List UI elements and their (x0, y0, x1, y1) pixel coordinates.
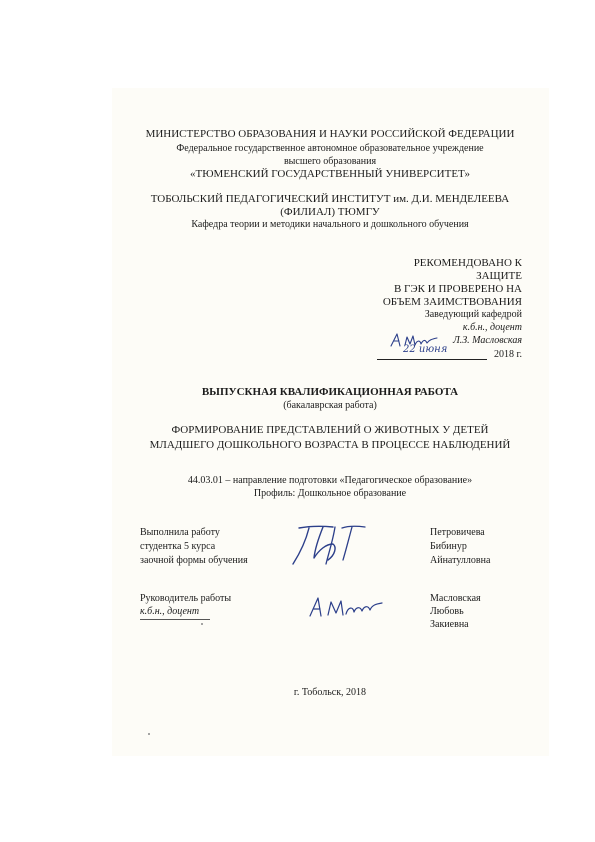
supervisor-degree-underline (140, 619, 210, 620)
thesis-title-line2: МЛАДШЕГО ДОШКОЛЬНОГО ВОЗРАСТА В ПРОЦЕССЕ НАБЛЮДЕНИЙ (149, 439, 511, 451)
work-subtype: (бакалаврская работа) (283, 400, 377, 411)
head-name: Л.З. Масловская (452, 335, 522, 346)
supervisor-first-name: Любовь (430, 606, 464, 617)
supervisor-signature (306, 592, 386, 622)
head-of-department-title: Заведующий кафедрой (424, 309, 522, 320)
head-degree: к.б.н., доцент (462, 322, 522, 333)
supervisor-patronymic: Закиевна (430, 619, 469, 630)
ministry-heading: МИНИСТЕРСТВО ОБРАЗОВАНИЯ И НАУКИ РОССИЙСКОЙ ФЕДЕРАЦИИ (145, 128, 515, 140)
student-label-line2: студентка 5 курса (140, 541, 216, 552)
student-label-line1: Выполнила работу (140, 527, 220, 538)
approval-line1: РЕКОМЕНДОВАНО К (413, 257, 522, 269)
study-profile: Профиль: Дошкольное образование (253, 488, 407, 499)
approval-year: 2018 г. (494, 349, 522, 360)
institute-name-line2: (ФИЛИАЛ) ТЮМГУ (280, 206, 380, 218)
supervisor-surname: Масловская (430, 593, 481, 604)
student-first-name: Бибинур (430, 541, 467, 552)
approval-line4: ОБЪЕМ ЗАИМСТВОВАНИЯ (382, 296, 522, 308)
department-name: Кафедра теории и методики начального и дошкольного обучения (191, 219, 469, 230)
paper-area (112, 88, 549, 756)
student-signature (285, 520, 377, 572)
scan-speck (148, 733, 150, 735)
approval-line2: ЗАЩИТЕ (476, 270, 522, 282)
scan-speck (201, 623, 203, 625)
student-surname: Петровичева (430, 527, 485, 538)
institute-name-line1: ТОБОЛЬСКИЙ ПЕДАГОГИЧЕСКИЙ ИНСТИТУТ им. Д.И. МЕНДЕЛЕЕВА (150, 193, 510, 205)
higher-education-line: высшего образования (283, 156, 377, 167)
approval-date-handwritten: 22 июня (403, 344, 448, 355)
thesis-title-line1: ФОРМИРОВАНИЕ ПРЕДСТАВЛЕНИЙ О ЖИВОТНЫХ У ДЕТЕЙ (171, 424, 489, 436)
federal-institution-line: Федеральное государственное автономное образовательное учреждение (176, 143, 484, 154)
university-name: «ТЮМЕНСКИЙ ГОСУДАРСТВЕННЫЙ УНИВЕРСИТЕТ» (190, 168, 470, 180)
work-type: ВЫПУСКНАЯ КВАЛИФИКАЦИОННАЯ РАБОТА (201, 386, 459, 398)
approval-line3: В ГЭК И ПРОВЕРЕНО НА (393, 283, 522, 295)
student-label-line3: заочной формы обучения (140, 555, 248, 566)
supervisor-degree: к.б.н., доцент (140, 606, 200, 617)
study-direction: 44.03.01 – направление подготовки «Педагогическое образование» (187, 475, 473, 486)
date-underline (377, 359, 487, 360)
student-patronymic: Айнатулловна (430, 555, 491, 566)
supervisor-label-line1: Руководитель работы (140, 593, 232, 604)
city-year: г. Тобольск, 2018 (293, 687, 367, 698)
